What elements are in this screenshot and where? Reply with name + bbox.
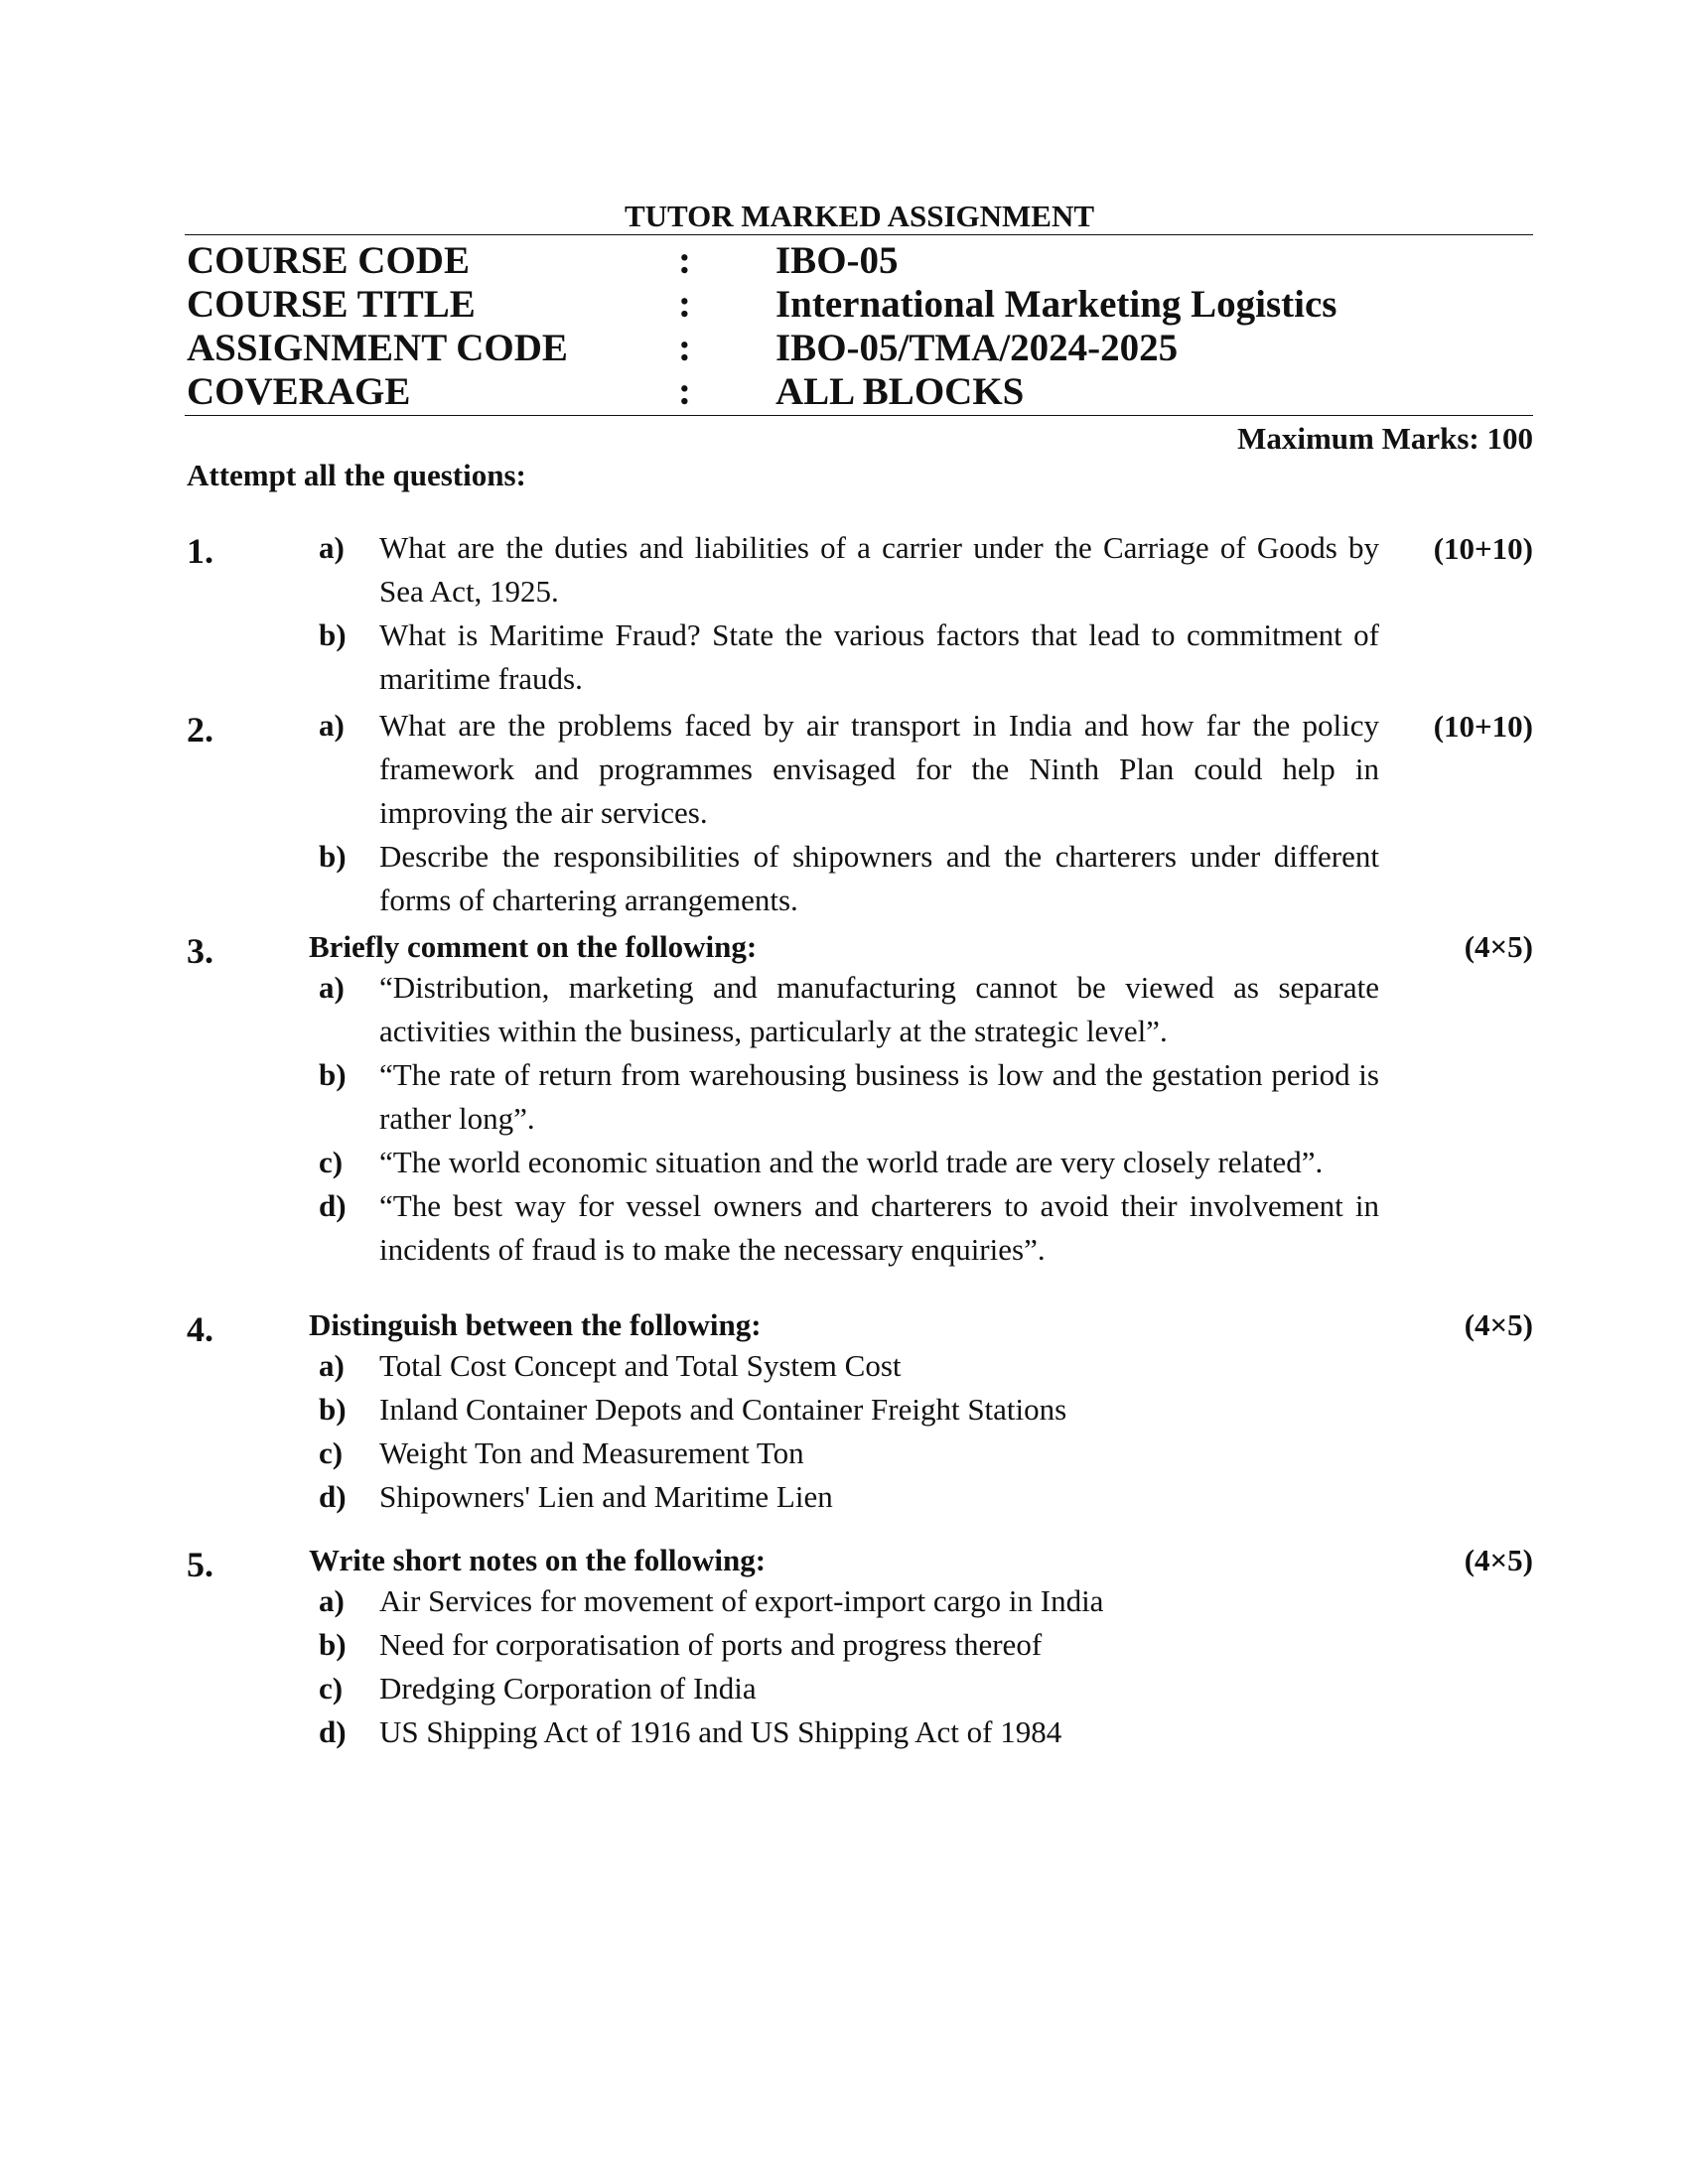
part-label: b) [319, 617, 347, 652]
part-label: c) [319, 1435, 344, 1470]
question-number: 2. [187, 710, 213, 750]
question-marks: (4×5) [1464, 1307, 1533, 1342]
question-heading: Distinguish between the following: [309, 1307, 762, 1342]
part-label: b) [319, 839, 347, 874]
part-text: “The best way for vessel owners and charterers to avoid their involvement in incidents of fraud is to make the necessary enquiries”. [379, 1188, 1379, 1267]
header-row-assignment-code [187, 327, 1532, 370]
part-label: d) [319, 1188, 347, 1223]
part-label: b) [319, 1627, 347, 1662]
part-label: d) [319, 1714, 347, 1749]
header-value: International Marketing Logistics [775, 283, 1337, 326]
part-label: d) [319, 1479, 347, 1514]
question-number: 3. [187, 931, 213, 971]
header-row-course-title [187, 283, 1532, 327]
question-number: 1. [187, 531, 213, 571]
part-text: Weight Ton and Measurement Ton [379, 1435, 804, 1470]
part-text: What are the duties and liabilities of a carrier under the Carriage of Goods by Sea Act, 1925. [379, 530, 1379, 609]
header-row-course-code [187, 239, 1532, 283]
part-text: Air Services for movement of export-import cargo in India [379, 1583, 1104, 1618]
header-colon: : [678, 370, 691, 413]
part-label: a) [319, 530, 345, 565]
header-key: ASSIGNMENT CODE [187, 327, 568, 369]
part-label: a) [319, 1583, 345, 1618]
header-value: ALL BLOCKS [775, 370, 1025, 413]
part-text: What are the problems faced by air transport in India and how far the policy framework and programmes envisaged for the Ninth Plan could help in improving the air services. [379, 708, 1379, 830]
header-row-coverage [187, 370, 1532, 414]
question-marks: (10+10) [1433, 531, 1533, 566]
part-text: Shipowners' Lien and Maritime Lien [379, 1479, 833, 1514]
header-top-rule [185, 234, 1533, 235]
header-key: COURSE CODE [187, 239, 470, 282]
question-heading: Write short notes on the following: [309, 1543, 767, 1577]
header-value: IBO-05 [775, 239, 899, 282]
part-label: a) [319, 708, 345, 743]
part-label: c) [319, 1145, 344, 1179]
header-colon: : [678, 239, 691, 282]
part-text: Total Cost Concept and Total System Cost [379, 1348, 902, 1383]
question-heading: Briefly comment on the following: [309, 929, 758, 964]
part-label: b) [319, 1057, 347, 1092]
question-marks: (10+10) [1433, 709, 1533, 744]
maximum-marks: Maximum Marks: 100 [1237, 421, 1533, 456]
part-text: What is Maritime Fraud? State the various factors that lead to commitment of maritime frauds. [379, 617, 1379, 696]
header-key: COVERAGE [187, 370, 411, 413]
part-text: “The rate of return from warehousing business is low and the gestation period is rather long”. [379, 1057, 1379, 1136]
part-label: a) [319, 1348, 345, 1383]
part-text: “The world economic situation and the world trade are very closely related”. [379, 1145, 1324, 1179]
header-value: IBO-05/TMA/2024-2025 [775, 327, 1179, 369]
instruction: Attempt all the questions: [187, 458, 526, 492]
part-text: Describe the responsibilities of shipowners and the charterers under different forms of chartering arrangements. [379, 839, 1379, 917]
part-text: US Shipping Act of 1916 and US Shipping Act of 1984 [379, 1714, 1062, 1749]
part-label: a) [319, 970, 345, 1005]
header-colon: : [678, 327, 691, 369]
part-text: Inland Container Depots and Container Freight Stations [379, 1392, 1067, 1427]
part-label: c) [319, 1671, 344, 1706]
part-label: b) [319, 1392, 347, 1427]
part-text: Need for corporatisation of ports and progress thereof [379, 1627, 1043, 1662]
part-text: “Distribution, marketing and manufacturing cannot be viewed as separate activities within the business, particularly at the strategic level”. [379, 970, 1379, 1048]
part-text: Dredging Corporation of India [379, 1671, 757, 1706]
question-marks: (4×5) [1464, 929, 1533, 964]
document-title: TUTOR MARKED ASSIGNMENT [624, 199, 1095, 233]
header-colon: : [678, 283, 691, 326]
question-number: 5. [187, 1545, 213, 1584]
header-bottom-rule [185, 415, 1533, 416]
question-marks: (4×5) [1464, 1543, 1533, 1577]
question-number: 4. [187, 1309, 213, 1349]
header-key: COURSE TITLE [187, 283, 476, 326]
